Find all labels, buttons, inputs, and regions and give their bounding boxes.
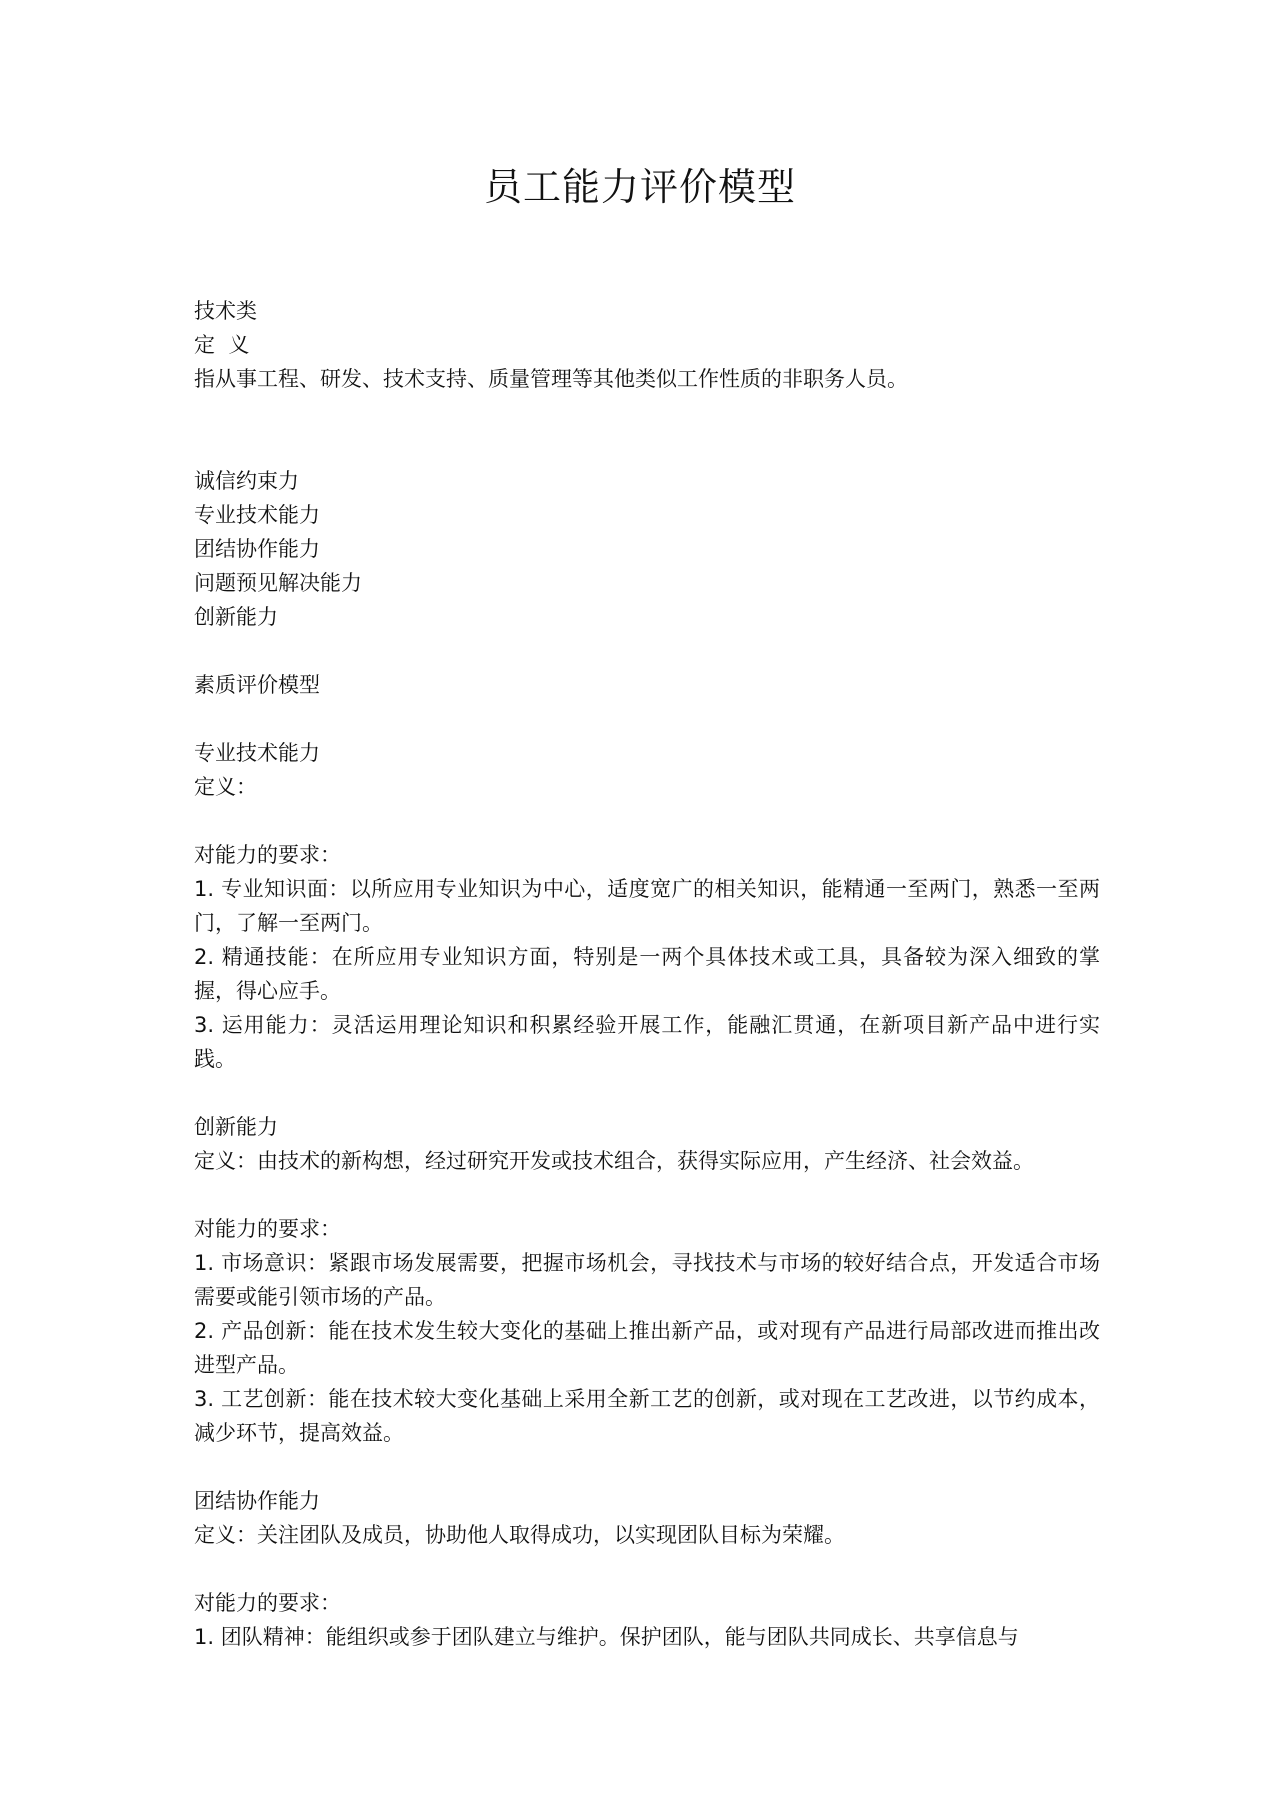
teamwork-heading: 团结协作能力: [194, 1489, 320, 1513]
document-body: [194, 294, 1100, 1654]
requirement-item: 3. 工艺创新：能在技术较大变化基础上采用全新工艺的创新，或对现在工艺改进，以节约成本，减少环节，提高效益。: [194, 1387, 1100, 1445]
requirement-item: 1. 专业知识面：以所应用专业知识为中心，适度宽广的相关知识，能精通一至两门，熟悉一至两门，了解一至两门。: [194, 877, 1100, 935]
innovation-heading: 创新能力: [194, 1115, 278, 1139]
spacer: [194, 1178, 1100, 1212]
teamwork-definition: 定义：关注团队及成员，协助他人取得成功，以实现团队目标为荣耀。: [194, 1523, 845, 1547]
ability-list-item: 专业技术能力: [194, 503, 320, 527]
spacer: [194, 702, 1100, 736]
category-label: 技术类: [194, 299, 257, 323]
definition-label: 定 义: [194, 333, 250, 357]
spacer: [194, 1552, 1100, 1586]
professional-requirements-heading: 对能力的要求：: [194, 843, 341, 867]
requirement-item: 1. 团队精神：能组织或参于团队建立与维护。保护团队，能与团队共同成长、共享信息与: [194, 1625, 1019, 1649]
requirement-item: 2. 精通技能：在所应用专业知识方面，特别是一两个具体技术或工具，具备较为深入细致的掌握，得心应手。: [194, 945, 1100, 1003]
spacer: [194, 1076, 1100, 1110]
spacer: [194, 804, 1100, 838]
spacer: [194, 634, 1100, 668]
spacer: [194, 1450, 1100, 1484]
innovation-definition: 定义：由技术的新构想，经过研究开发或技术组合，获得实际应用，产生经济、社会效益。: [194, 1149, 1034, 1173]
document-title: 员工能力评价模型: [483, 165, 796, 209]
spacer: [194, 396, 1100, 464]
model-heading: 素质评价模型: [194, 673, 320, 697]
ability-list-item: 问题预见解决能力: [194, 571, 362, 595]
ability-list-item: 诚信约束力: [194, 469, 299, 493]
requirement-item: 1. 市场意识：紧跟市场发展需要，把握市场机会，寻找技术与市场的较好结合点，开发适合市场需要或能引领市场的产品。: [194, 1251, 1100, 1309]
ability-list-item: 创新能力: [194, 605, 278, 629]
professional-heading: 专业技术能力: [194, 741, 320, 765]
innovation-requirements-heading: 对能力的要求：: [194, 1217, 341, 1241]
definition-text: 指从事工程、研发、技术支持、质量管理等其他类似工作性质的非职务人员。: [194, 367, 908, 391]
teamwork-requirements-heading: 对能力的要求：: [194, 1591, 341, 1615]
requirement-item: 3. 运用能力：灵活运用理论知识和积累经验开展工作，能融汇贯通，在新项目新产品中进行实践。: [194, 1013, 1100, 1071]
ability-list-item: 团结协作能力: [194, 537, 320, 561]
requirement-item: 2. 产品创新：能在技术发生较大变化的基础上推出新产品，或对现有产品进行局部改进而推出改进型产品。: [194, 1319, 1100, 1377]
professional-definition: 定义：: [194, 775, 257, 799]
